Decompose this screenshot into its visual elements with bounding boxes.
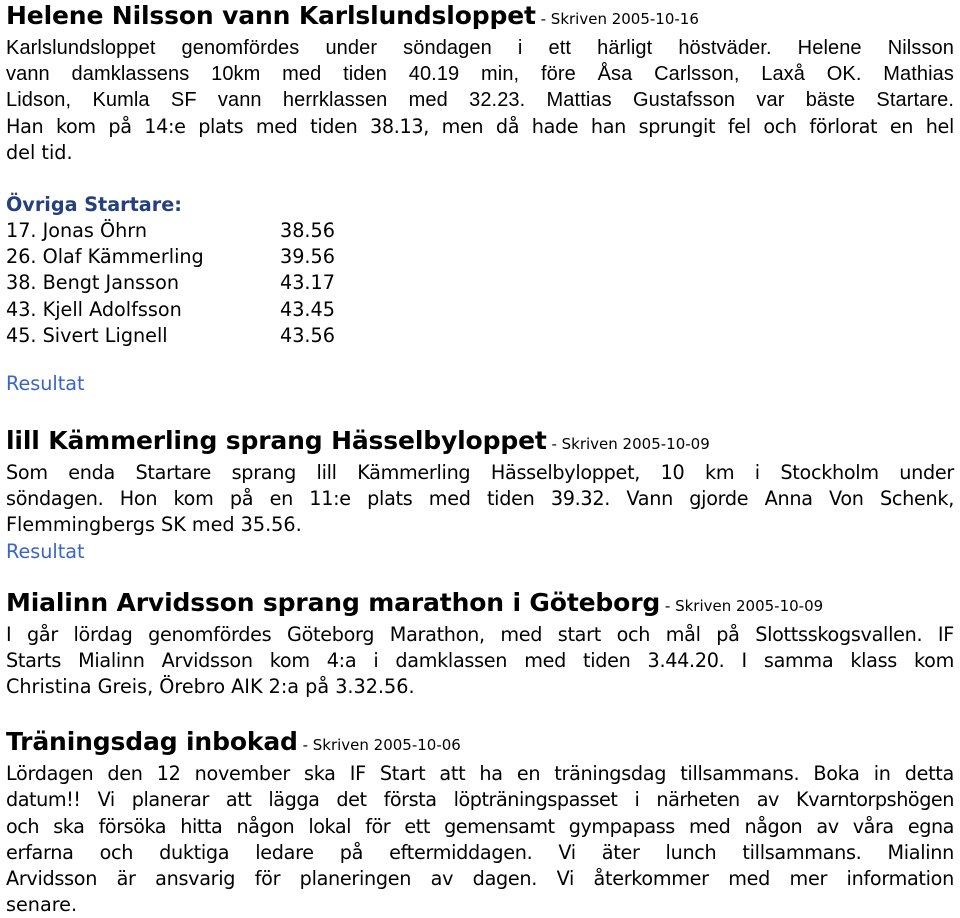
article-headline (6, 726, 954, 761)
runner-name: 45. Sivert Lignell (6, 323, 168, 347)
runner-time: 43.45 (280, 297, 335, 321)
text-line: datum!! Vi planerar att lägga det första löpträningspasset i närheten av Kvarntorpshögen (6, 788, 954, 812)
text-line: och ska försöka hitta någon lokal för ett gemensamt gympapass med någon av våra egna (6, 814, 954, 838)
article-headline (6, 587, 954, 622)
article-date: - Skriven 2005-10-09 (546, 435, 710, 454)
runner-name: 43. Kjell Adolfsson (6, 297, 182, 321)
text-line: I går lördag genomfördes Göteborg Marathon, med start och mål på Slottsskogsvallen. IF (6, 622, 954, 646)
article-body (6, 622, 954, 701)
list-item (6, 270, 954, 296)
article-title: Mialinn Arvidsson sprang marathon i Göteborg (6, 587, 661, 617)
results-link[interactable]: Resultat (6, 539, 85, 563)
news-article (6, 587, 954, 701)
article-title: Helene Nilsson vann Karlslundsloppet (6, 1, 536, 30)
results-list (6, 218, 954, 349)
article-title: Träningsdag inbokad (6, 727, 298, 757)
text-line: senare. (6, 893, 78, 917)
text-line: Han kom på 14:e plats med tiden 38.13, men då hade han sprungit fel och förlorat en hel (6, 114, 954, 138)
text-line: Lidson, Kumla SF vann herrklassen med 32.23. Mattias Gustafsson var bäste Startare. (6, 89, 954, 112)
list-item (6, 297, 954, 323)
news-article (6, 425, 954, 565)
article-headline (6, 425, 954, 460)
news-article (6, 726, 954, 918)
text-line: söndagen. Hon kom på en 11:e plats med tiden 39.32. Vann gjorde Anna Von Schenk, (6, 487, 954, 511)
article-headline (6, 0, 954, 35)
text-line: Arvidsson är ansvarig för planeringen av dagen. Vi återkommer med mer information (6, 867, 954, 891)
results-link[interactable]: Resultat (6, 372, 85, 396)
runner-time: 38.56 (280, 219, 335, 243)
list-item (6, 218, 954, 244)
runner-time: 43.17 (280, 271, 335, 295)
article-date: - Skriven 2005-10-16 (535, 10, 699, 28)
list-item (6, 244, 954, 270)
text-line: Karlslundsloppet genomfördes under söndagen i ett härligt höstväder. Helene Nilsson (6, 37, 954, 59)
text-line: Lördagen den 12 november ska IF Start att ha en träningsdag tillsammans. Boka in detta (6, 762, 954, 786)
runner-time: 43.56 (280, 323, 335, 347)
article-subheading: Övriga Startare: (6, 193, 182, 217)
text-line: erfarna och duktiga ledare på eftermiddagen. Vi äter lunch tillsammans. Mialinn (6, 840, 954, 864)
article-body (6, 460, 954, 539)
text-line: Flemmingbergs SK med 35.56. (6, 513, 302, 537)
list-item (6, 323, 954, 349)
article-date: - Skriven 2005-10-09 (660, 596, 824, 615)
text-line: vann damklassens 10km med tiden 40.19 min, före Åsa Carlsson, Laxå OK. Mathias (6, 63, 954, 86)
news-article (6, 0, 954, 397)
runner-time: 39.56 (280, 245, 335, 269)
article-body (6, 35, 954, 166)
text-line: Christina Greis, Örebro AIK 2:a på 3.32.56. (6, 675, 415, 699)
runner-name: 38. Bengt Jansson (6, 271, 180, 295)
text-line: Starts Mialinn Arvidsson kom 4:a i damklassen med tiden 3.44.20. I samma klass kom (6, 648, 954, 672)
text-line: Som enda Startare sprang lill Kämmerling Hässelbyloppet, 10 km i Stockholm under (6, 461, 954, 485)
article-date: - Skriven 2005-10-06 (297, 736, 461, 755)
text-line: del tid. (6, 140, 73, 164)
runner-name: 17. Jonas Öhrn (6, 219, 148, 243)
article-body (6, 761, 954, 918)
runner-name: 26. Olaf Kämmerling (6, 245, 204, 269)
article-title: lill Kämmerling sprang Hässelbyloppet (6, 426, 547, 456)
